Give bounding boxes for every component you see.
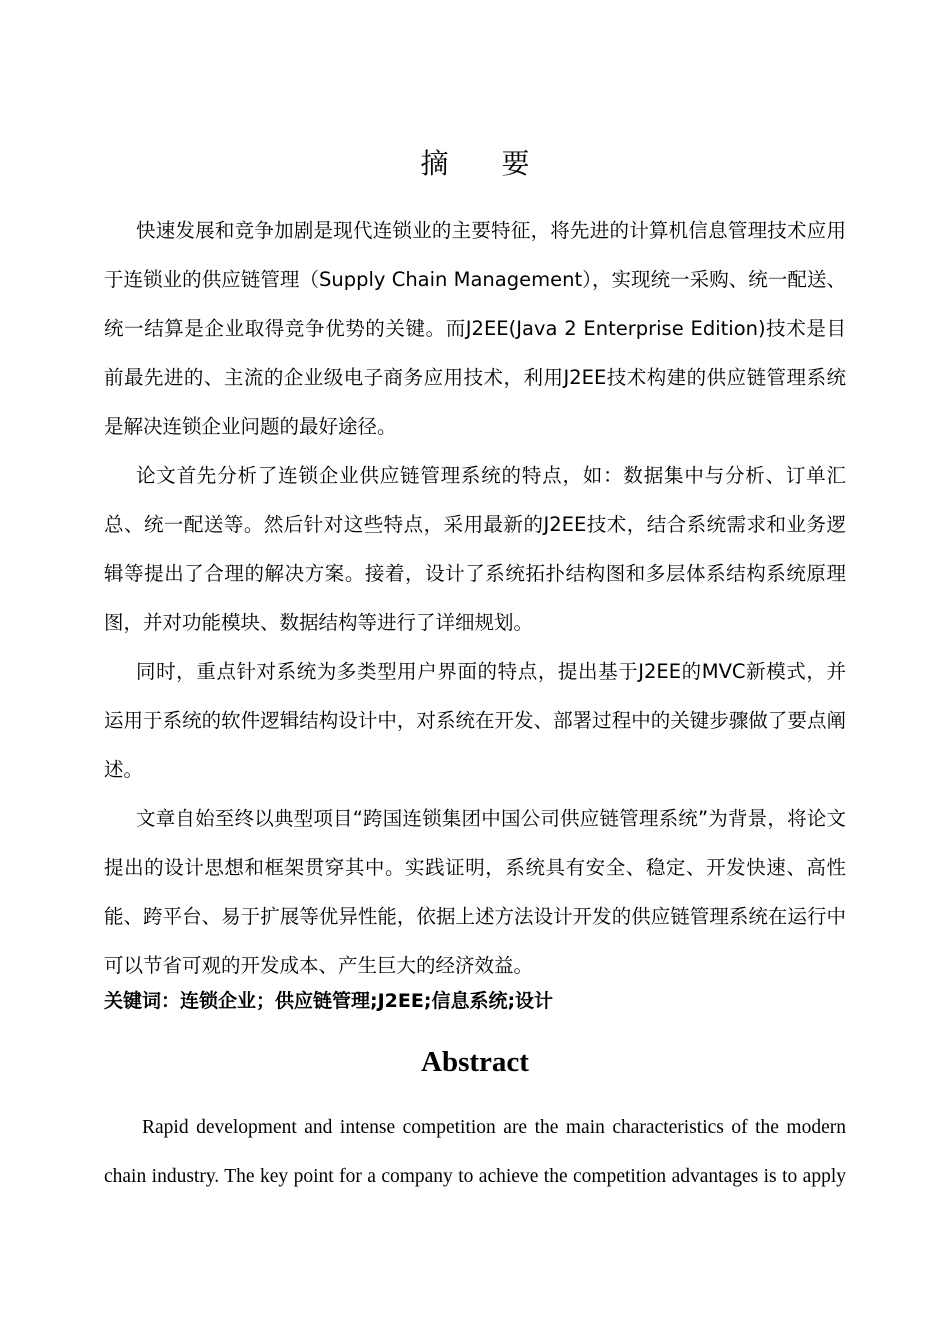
abstract-en-paragraph-1: Rapid development and intense competition are the main characteristics of the modern chain industry. The key point for a company to achieve the competition advantages is to apply (104, 1117, 846, 1187)
abstract-cn-paragraph-1: 快速发展和竞争加剧是现代连锁业的主要特征，将先进的计算机信息管理技术应用于连锁业的供应链管理（Supply Chain Management），实现统一采购、统一配送、统一结算是企业取得竞争优势的关键。而J2EE(Java 2 Enterprise Edition)技术是目前最先进的、主流的企业级电子商务应用技术，利用J2EE技术构建的供应链管理系统是解决连锁企业问题的最好途径。 (104, 219, 846, 438)
abstract-en-body (104, 1103, 846, 1201)
abstract-cn-title: 摘 要 (420, 147, 552, 180)
abstract-cn-paragraph-3: 同时，重点针对系统为多类型用户界面的特点，提出基于J2EE的MVC新模式，并运用于系统的软件逻辑结构设计中，对系统在开发、部署过程中的关键步骤做了要点阐述。 (104, 660, 846, 781)
abstract-en-title: Abstract (421, 1046, 529, 1078)
keywords-line: 关键词：连锁企业；供应链管理;J2EE;信息系统;设计 (104, 990, 554, 1012)
abstract-cn-body (104, 206, 846, 990)
abstract-cn-paragraph-2: 论文首先分析了连锁企业供应链管理系统的特点，如：数据集中与分析、订单汇总、统一配送等。然后针对这些特点，采用最新的J2EE技术，结合系统需求和业务逻辑等提出了合理的解决方案。接着，设计了系统拓扑结构图和多层体系结构系统原理图，并对功能模块、数据结构等进行了详细规划。 (104, 464, 846, 634)
abstract-cn-paragraph-4: 文章自始至终以典型项目“跨国连锁集团中国公司供应链管理系统”为背景，将论文提出的设计思想和框架贯穿其中。实践证明，系统具有安全、稳定、开发快速、高性能、跨平台、易于扩展等优异性能，依据上述方法设计开发的供应链管理系统在运行中可以节省可观的开发成本、产生巨大的经济效益。 (104, 807, 846, 977)
